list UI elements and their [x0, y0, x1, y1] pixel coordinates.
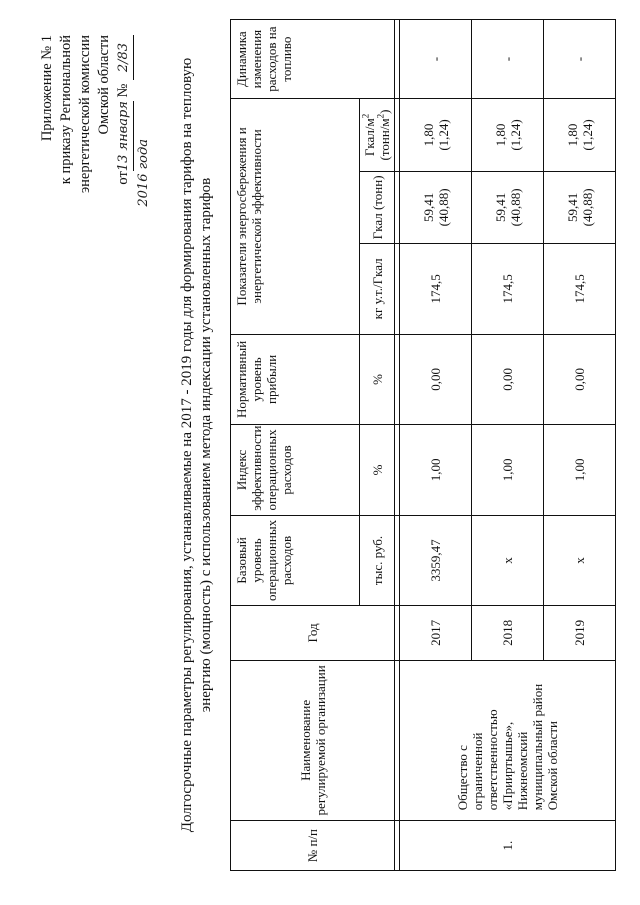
base-cell: х [544, 515, 616, 606]
base-cell: х [472, 515, 544, 606]
unit-index: % [360, 425, 395, 516]
year-cell: 2018 [472, 606, 544, 660]
base-cell: 3359,47 [400, 515, 472, 606]
dynamics-cell: - [472, 20, 544, 99]
losses-cell: 59,41 (40,88) [400, 171, 472, 243]
fuel-cell: 174,5 [400, 244, 472, 335]
dynamics-cell: - [544, 20, 616, 99]
handwritten-year: 2016 года [136, 139, 151, 207]
index-cell: 1,00 [544, 425, 616, 516]
profit-cell: 0,00 [544, 334, 616, 425]
appendix-region: Омской области [96, 35, 112, 135]
header-energy: Показатели энергосбережения и энергетической эффективности [231, 99, 360, 334]
header-row [231, 20, 360, 871]
appendix-order-ref: к приказу Региональной [58, 35, 74, 185]
row-number: 1. [400, 821, 616, 871]
number-label: № [115, 83, 131, 98]
area-cell: 1,80 (1,24) [400, 99, 472, 171]
appendix-title: Приложение № 1 [39, 35, 55, 142]
table-row [400, 20, 472, 871]
unit-area: Гкал/$м^2$ $(тонн/м^2)$ [360, 99, 395, 171]
appendix-block [38, 35, 153, 275]
appendix-date-number-line [114, 35, 134, 275]
organization-name: Общество с ограниченной ответственностью «Прииртышье», Нижнеомский муниципальный район Омской области [400, 660, 616, 821]
header-org: Наименование регулируемой организации [231, 660, 395, 821]
fuel-cell: 174,5 [544, 244, 616, 335]
handwritten-date: 13 января [114, 101, 134, 171]
header-base: Базовый уровень операционных расходов [231, 515, 360, 606]
unit-losses: Гкал (тонн) [360, 171, 395, 243]
from-label: от [115, 171, 131, 185]
handwritten-number: 2/83 [114, 35, 134, 80]
header-dynamics: Динамика изменения расходов на топливо [231, 20, 395, 99]
appendix-commission: энергетической комиссии [77, 35, 93, 194]
header-year: Год [231, 606, 395, 660]
header-index: Индекс эффективности операционных расходов [231, 425, 360, 516]
index-cell: 1,00 [400, 425, 472, 516]
profit-cell: 0,00 [472, 334, 544, 425]
year-cell: 2019 [544, 606, 616, 660]
unit-profit: % [360, 334, 395, 425]
index-cell: 1,00 [472, 425, 544, 516]
year-cell: 2017 [400, 606, 472, 660]
header-profit: Нормативный уровень прибыли [231, 334, 360, 425]
document-title [178, 25, 216, 865]
dynamics-cell: - [400, 20, 472, 99]
losses-cell: 59,41 (40,88) [544, 171, 616, 243]
unit-base: тыс. руб. [360, 515, 395, 606]
area-cell: 1,80 (1,24) [544, 99, 616, 171]
area-cell: 1,80 (1,24) [472, 99, 544, 171]
title-line-2: энергию (мощность) с использованием метода индексации установленных тарифов [198, 177, 214, 713]
losses-cell: 59,41 (40,88) [472, 171, 544, 243]
fuel-cell: 174,5 [472, 244, 544, 335]
header-num: № п/п [231, 821, 395, 871]
title-line-1: Долгосрочные параметры регулирования, устанавливаемые на 2017 - 2019 годы для формирования тарифов на тепловую [179, 57, 195, 833]
profit-cell: 0,00 [400, 334, 472, 425]
unit-fuel: кг у.т./Гкал [360, 244, 395, 335]
parameters-table [230, 19, 616, 871]
